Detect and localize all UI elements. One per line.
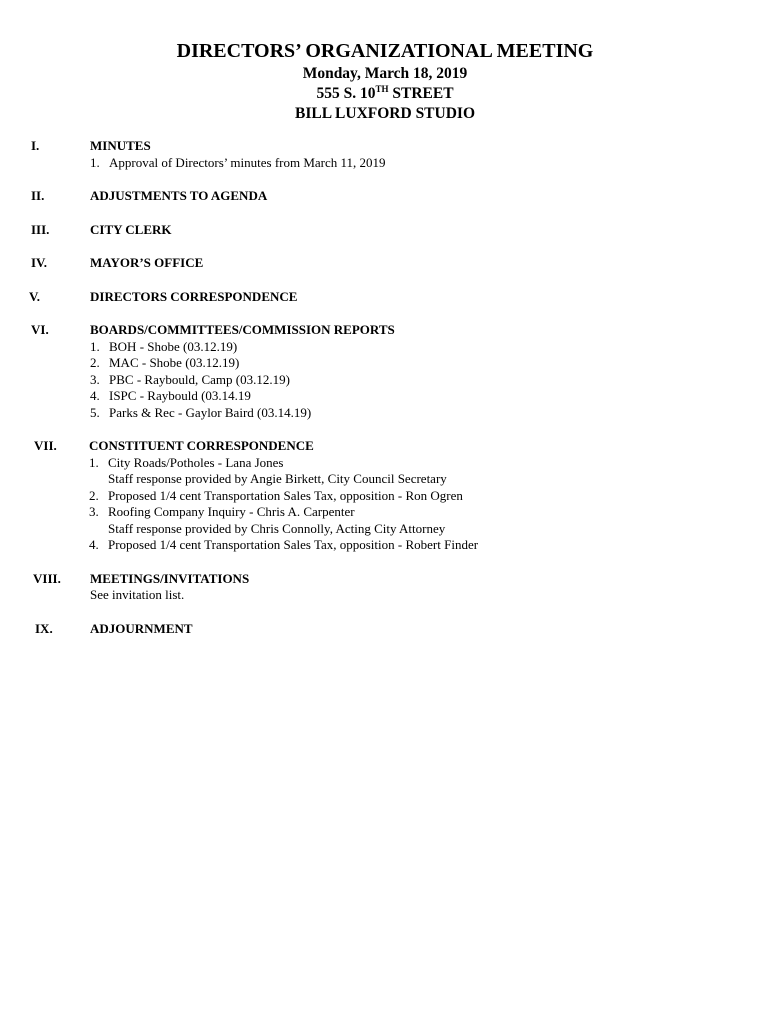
agenda-section-adjournment: [0, 621, 770, 638]
item-text: ISPC - Raybould (03.14.19: [109, 388, 251, 403]
document-header: [0, 38, 770, 124]
list-item: [90, 388, 770, 405]
section-numeral: IX.: [35, 620, 53, 636]
list-item: [89, 488, 770, 505]
address-superscript: TH: [375, 84, 389, 94]
section-numeral: I.: [31, 138, 40, 153]
item-text: Roofing Company Inquiry - Chris A. Carpenter: [108, 504, 355, 519]
item-number: 1.: [90, 154, 100, 170]
section-numeral: IV.: [31, 255, 48, 270]
item-text: Parks & Rec - Gaylor Baird (03.14.19): [109, 404, 312, 420]
address-prefix: 555 S. 10: [316, 85, 376, 102]
list-item: [90, 372, 770, 389]
item-number: 1.: [89, 454, 99, 470]
agenda-section-minutes: [0, 138, 770, 171]
agenda-section-adjustments: [0, 188, 770, 205]
agenda-section-constituent-correspondence: [0, 438, 770, 554]
item-text: Approval of Directors’ minutes from March 11, 2019: [109, 154, 386, 170]
section-heading: ADJOURNMENT: [90, 620, 193, 636]
list-item: [89, 504, 770, 521]
section-numeral: V.: [29, 288, 40, 304]
item-number: 2.: [89, 487, 99, 503]
agenda-section-meetings-invitations: [0, 571, 770, 604]
agenda-section-directors-correspondence: [0, 289, 770, 306]
section-numeral: II.: [31, 188, 45, 203]
item-note: Staff response provided by Angie Birkett, City Council Secretary: [108, 471, 447, 486]
meeting-location: BILL LUXFORD STUDIO: [294, 105, 475, 122]
meeting-date: Monday, March 18, 2019: [302, 65, 468, 82]
item-text: Proposed 1/4 cent Transportation Sales Tax, opposition - Robert Finder: [108, 537, 479, 552]
section-heading: MEETINGS/INVITATIONS: [90, 570, 250, 586]
list-item: [90, 405, 770, 422]
item-number: 3.: [90, 371, 100, 387]
item-number: 4.: [90, 388, 100, 403]
item-text: MAC - Shobe (03.12.19): [109, 355, 240, 370]
section-heading: CONSTITUENT CORRESPONDENCE: [89, 438, 314, 453]
item-text: PBC - Raybould, Camp (03.12.19): [109, 371, 290, 387]
agenda-section-city-clerk: [0, 222, 770, 239]
agenda-section-boards-reports: [0, 322, 770, 421]
item-text: City Roads/Potholes - Lana Jones: [108, 454, 284, 470]
section-heading: MAYOR’S OFFICE: [90, 255, 204, 270]
section-heading: DIRECTORS CORRESPONDENCE: [90, 288, 298, 304]
item-text: Proposed 1/4 cent Transportation Sales Tax, opposition - Ron Ogren: [108, 487, 463, 503]
item-number: 4.: [89, 537, 99, 552]
item-note: Staff response provided by Chris Connolly, Acting City Attorney: [108, 520, 446, 536]
item-number: 5.: [90, 404, 100, 420]
section-numeral: VI.: [31, 322, 49, 337]
section-heading: ADJUSTMENTS TO AGENDA: [90, 188, 268, 203]
agenda-section-mayors-office: [0, 255, 770, 272]
section-numeral: VIII.: [33, 570, 61, 586]
section-heading: CITY CLERK: [90, 221, 172, 237]
list-item: [90, 155, 770, 172]
meeting-address: [0, 84, 770, 104]
item-number: 3.: [89, 504, 99, 519]
list-item: [89, 455, 770, 472]
address-suffix: STREET: [388, 85, 454, 102]
list-item: [90, 355, 770, 372]
agenda-list: [0, 138, 770, 637]
list-item: [89, 537, 770, 554]
section-text: See invitation list.: [90, 587, 185, 602]
section-numeral: III.: [31, 221, 50, 237]
item-text: BOH - Shobe (03.12.19): [109, 338, 238, 354]
section-numeral: VII.: [34, 438, 57, 453]
section-heading: BOARDS/COMMITTEES/COMMISSION REPORTS: [90, 322, 395, 337]
item-number: 1.: [90, 338, 100, 354]
list-item: [90, 339, 770, 356]
section-heading: MINUTES: [90, 138, 151, 153]
item-number: 2.: [90, 355, 100, 370]
page-title: DIRECTORS’ ORGANIZATIONAL MEETING: [176, 40, 594, 62]
